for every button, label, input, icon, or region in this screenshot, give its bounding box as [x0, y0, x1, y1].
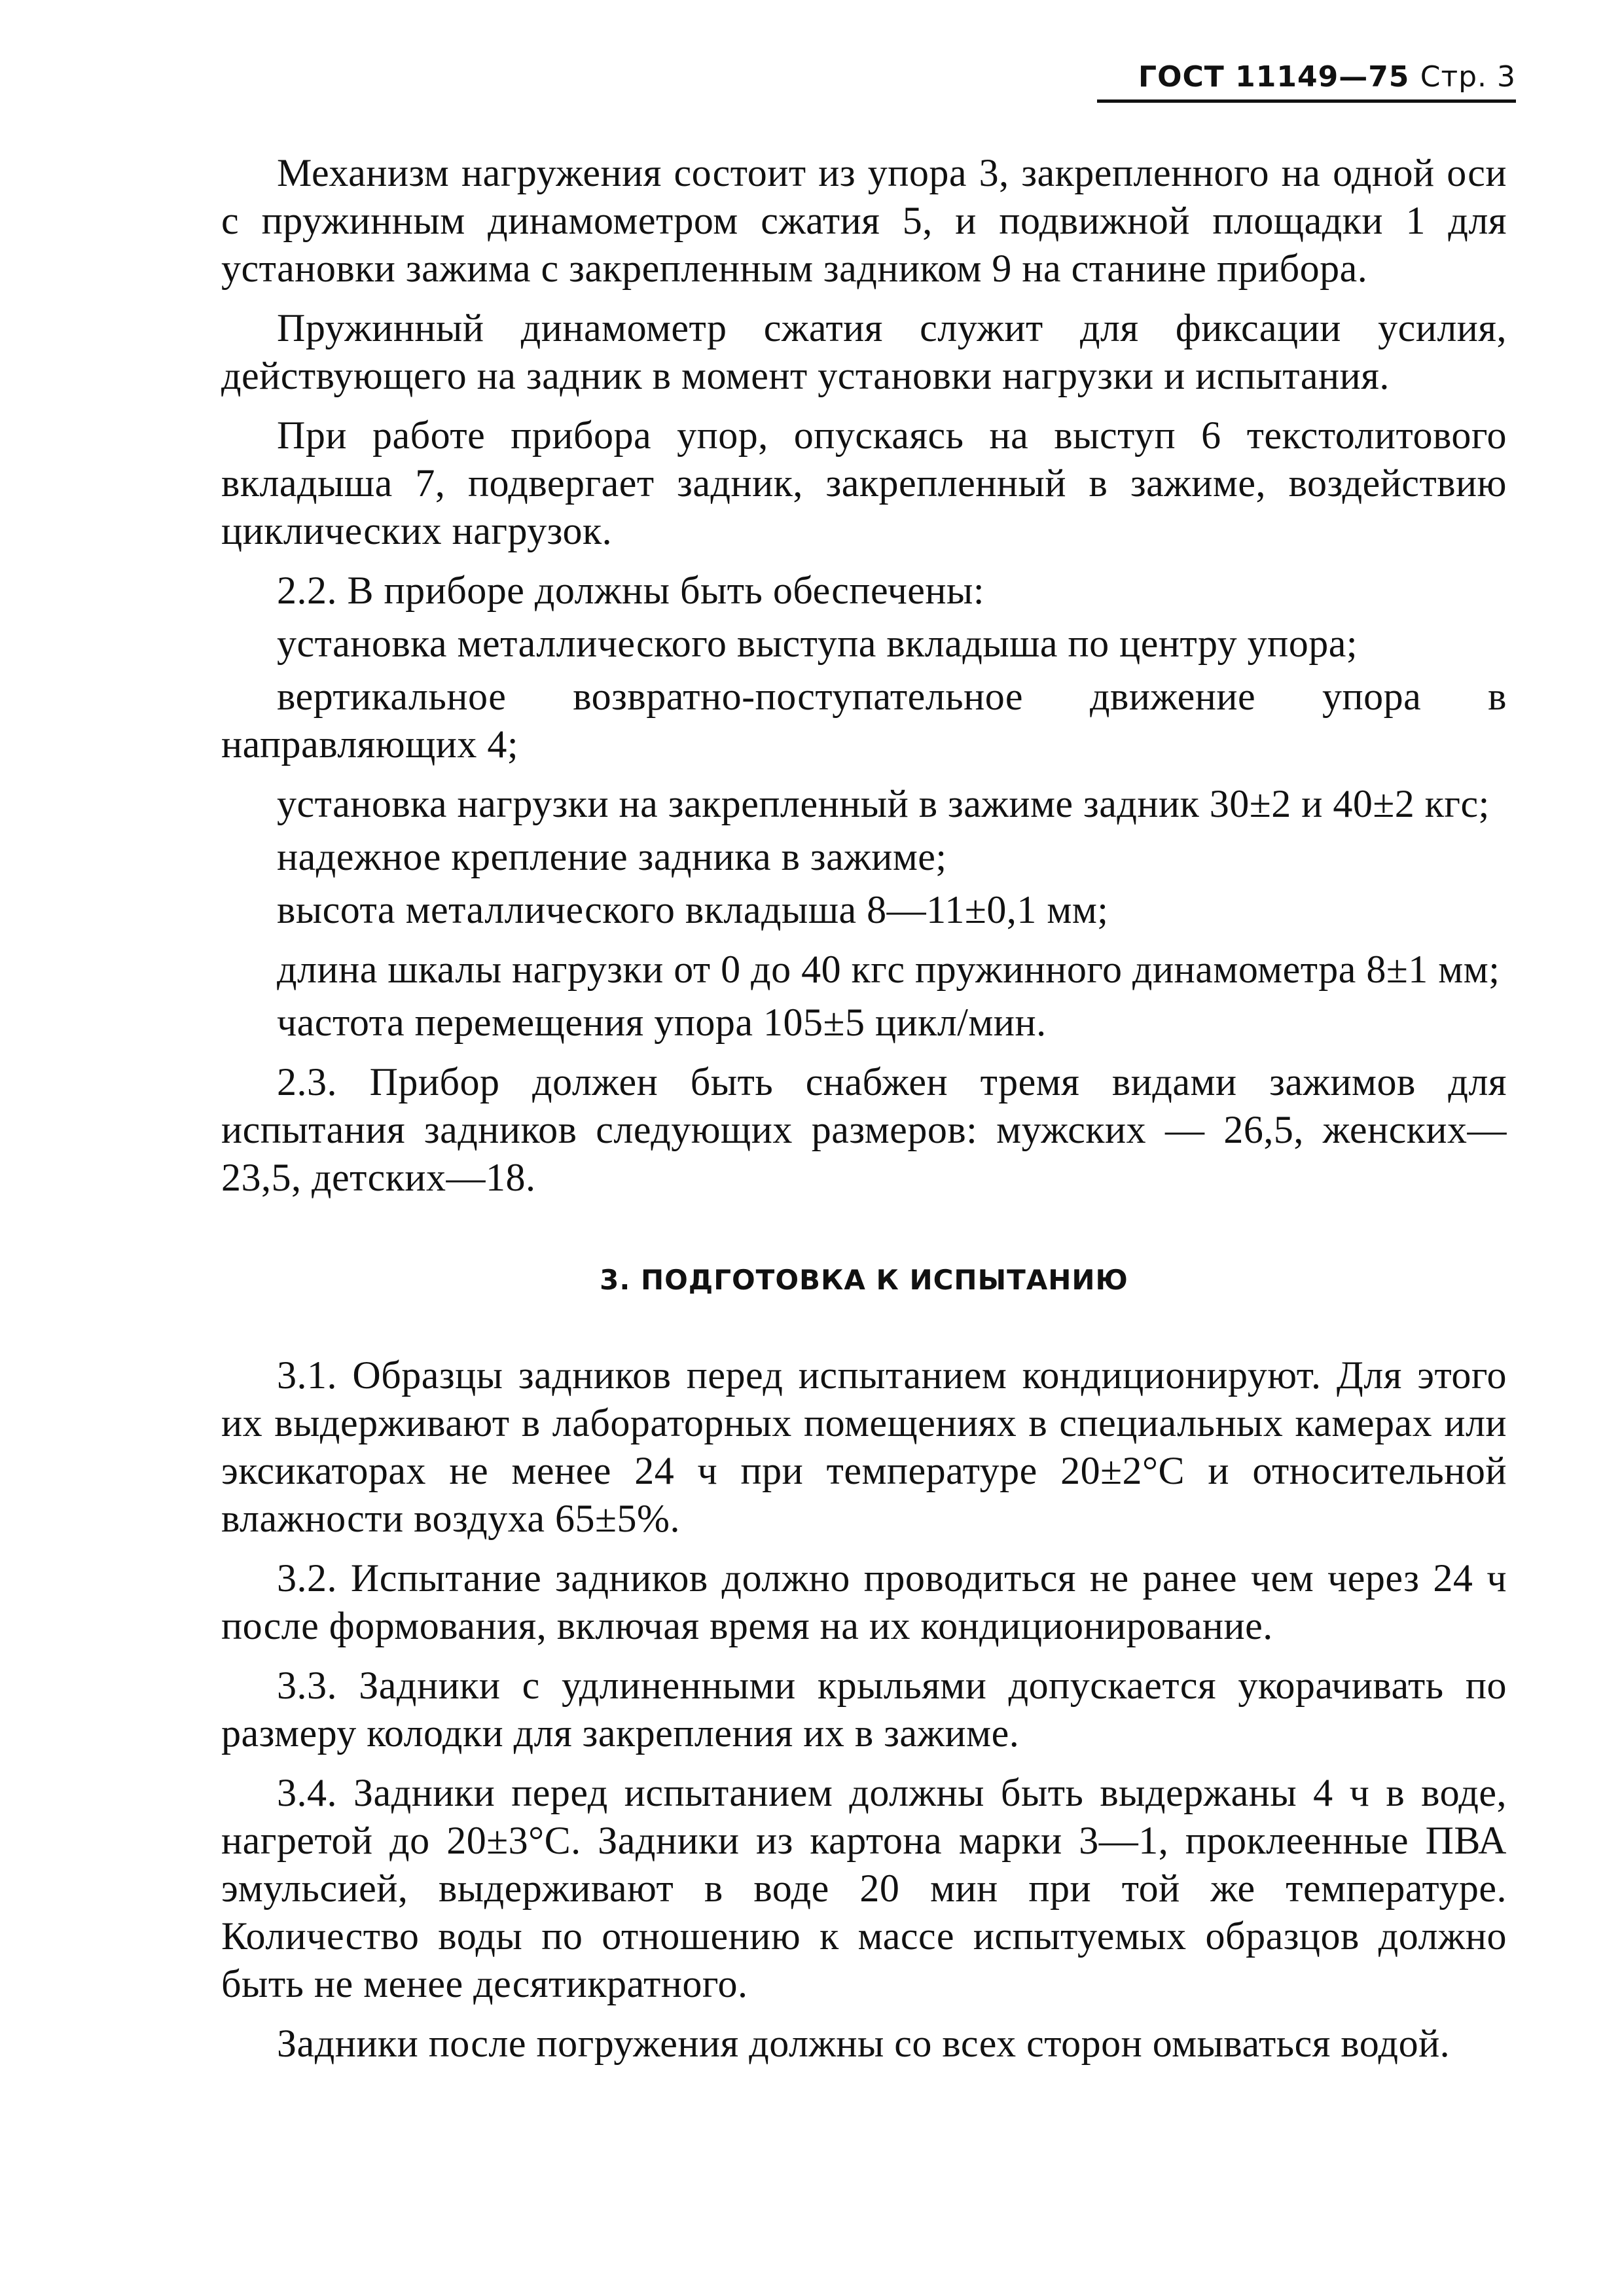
- list-item-fastening: надежное крепление задника в зажиме;: [277, 835, 947, 878]
- standard-number: ГОСТ 11149—75: [1138, 60, 1410, 94]
- paragraph-3-3: 3.3. Задники с удлиненными крыльями допускается укорачивать по размеру колодки для закрепления их в зажиме.: [221, 1664, 1507, 1755]
- section-title: 3. ПОДГОТОВКА К ИСПЫТАНИЮ: [600, 1264, 1128, 1296]
- page-header: [1097, 60, 1516, 94]
- list-item-load-setting: установка нагрузки на закрепленный в зажиме задник 30±2 и 40±2 кгс;: [277, 782, 1490, 825]
- list-item-insert-height: высота металлического вкладыша 8—11±0,1 мм;: [277, 888, 1109, 931]
- list-item-vertical-motion: вертикальное возвратно-поступательное движение упора в направляющих 4;: [221, 675, 1507, 766]
- paragraph-3-4: 3.4. Задники перед испытанием должны быть выдержаны 4 ч в воде, нагретой до 20±3°С. Задники из картона марки 3—1, проклеенные ПВА эмульсией, выдерживают в воде 20 мин при той же температуре. Количество воды по отношению к массе испытуемых образцов должно быть не менее десятикратного.: [221, 1771, 1507, 2005]
- paragraph-3-1: 3.1. Образцы задников перед испытанием кондиционируют. Для этого их выдерживают в лабораторных помещениях в специальных камерах или эксикаторах не менее 24 ч при температуре 20±2°С и относительной влажности воздуха 65±5%.: [221, 1354, 1507, 1540]
- page-number: Стр. 3: [1420, 60, 1516, 94]
- paragraph-loading-mechanism: Механизм нагружения состоит из упора 3, закрепленного на одной оси с пружинным динамометром сжатия 5, и подвижной площадки 1 для установки зажима с закрепленным задником 9 на станине прибора.: [221, 151, 1507, 290]
- paragraph-dynamometer: Пружинный динамометр сжатия служит для фиксации усилия, действующего на задник в момент установки нагрузки и испытания.: [221, 306, 1507, 397]
- list-item-frequency: частота перемещения упора 105±5 цикл/мин.: [277, 1001, 1047, 1044]
- header-rule: [1097, 99, 1516, 103]
- paragraph-3-2: 3.2. Испытание задников должно проводиться не ранее чем через 24 ч после формования, включая время на их кондиционирование.: [221, 1556, 1507, 1647]
- document-body: [221, 149, 1507, 2079]
- paragraph-2-3: 2.3. Прибор должен быть снабжен тремя видами зажимов для испытания задников следующих размеров: мужских — 26,5, женских—23,5, детских—18.: [221, 1060, 1507, 1199]
- list-item-scale-length: длина шкалы нагрузки от 0 до 40 кгс пружинного динамометра 8±1 мм;: [277, 948, 1500, 991]
- paragraph-operation: При работе прибора упор, опускаясь на выступ 6 текстолитового вкладыша 7, подвергает задник, закрепленный в зажиме, воздействию циклических нагрузок.: [221, 414, 1507, 552]
- list-item-insert-position: установка металлического выступа вкладыша по центру упора;: [277, 622, 1358, 665]
- paragraph-2-2: 2.2. В приборе должны быть обеспечены:: [277, 569, 985, 612]
- paragraph-washing: Задники после погружения должны со всех сторон омываться водой.: [277, 2022, 1451, 2065]
